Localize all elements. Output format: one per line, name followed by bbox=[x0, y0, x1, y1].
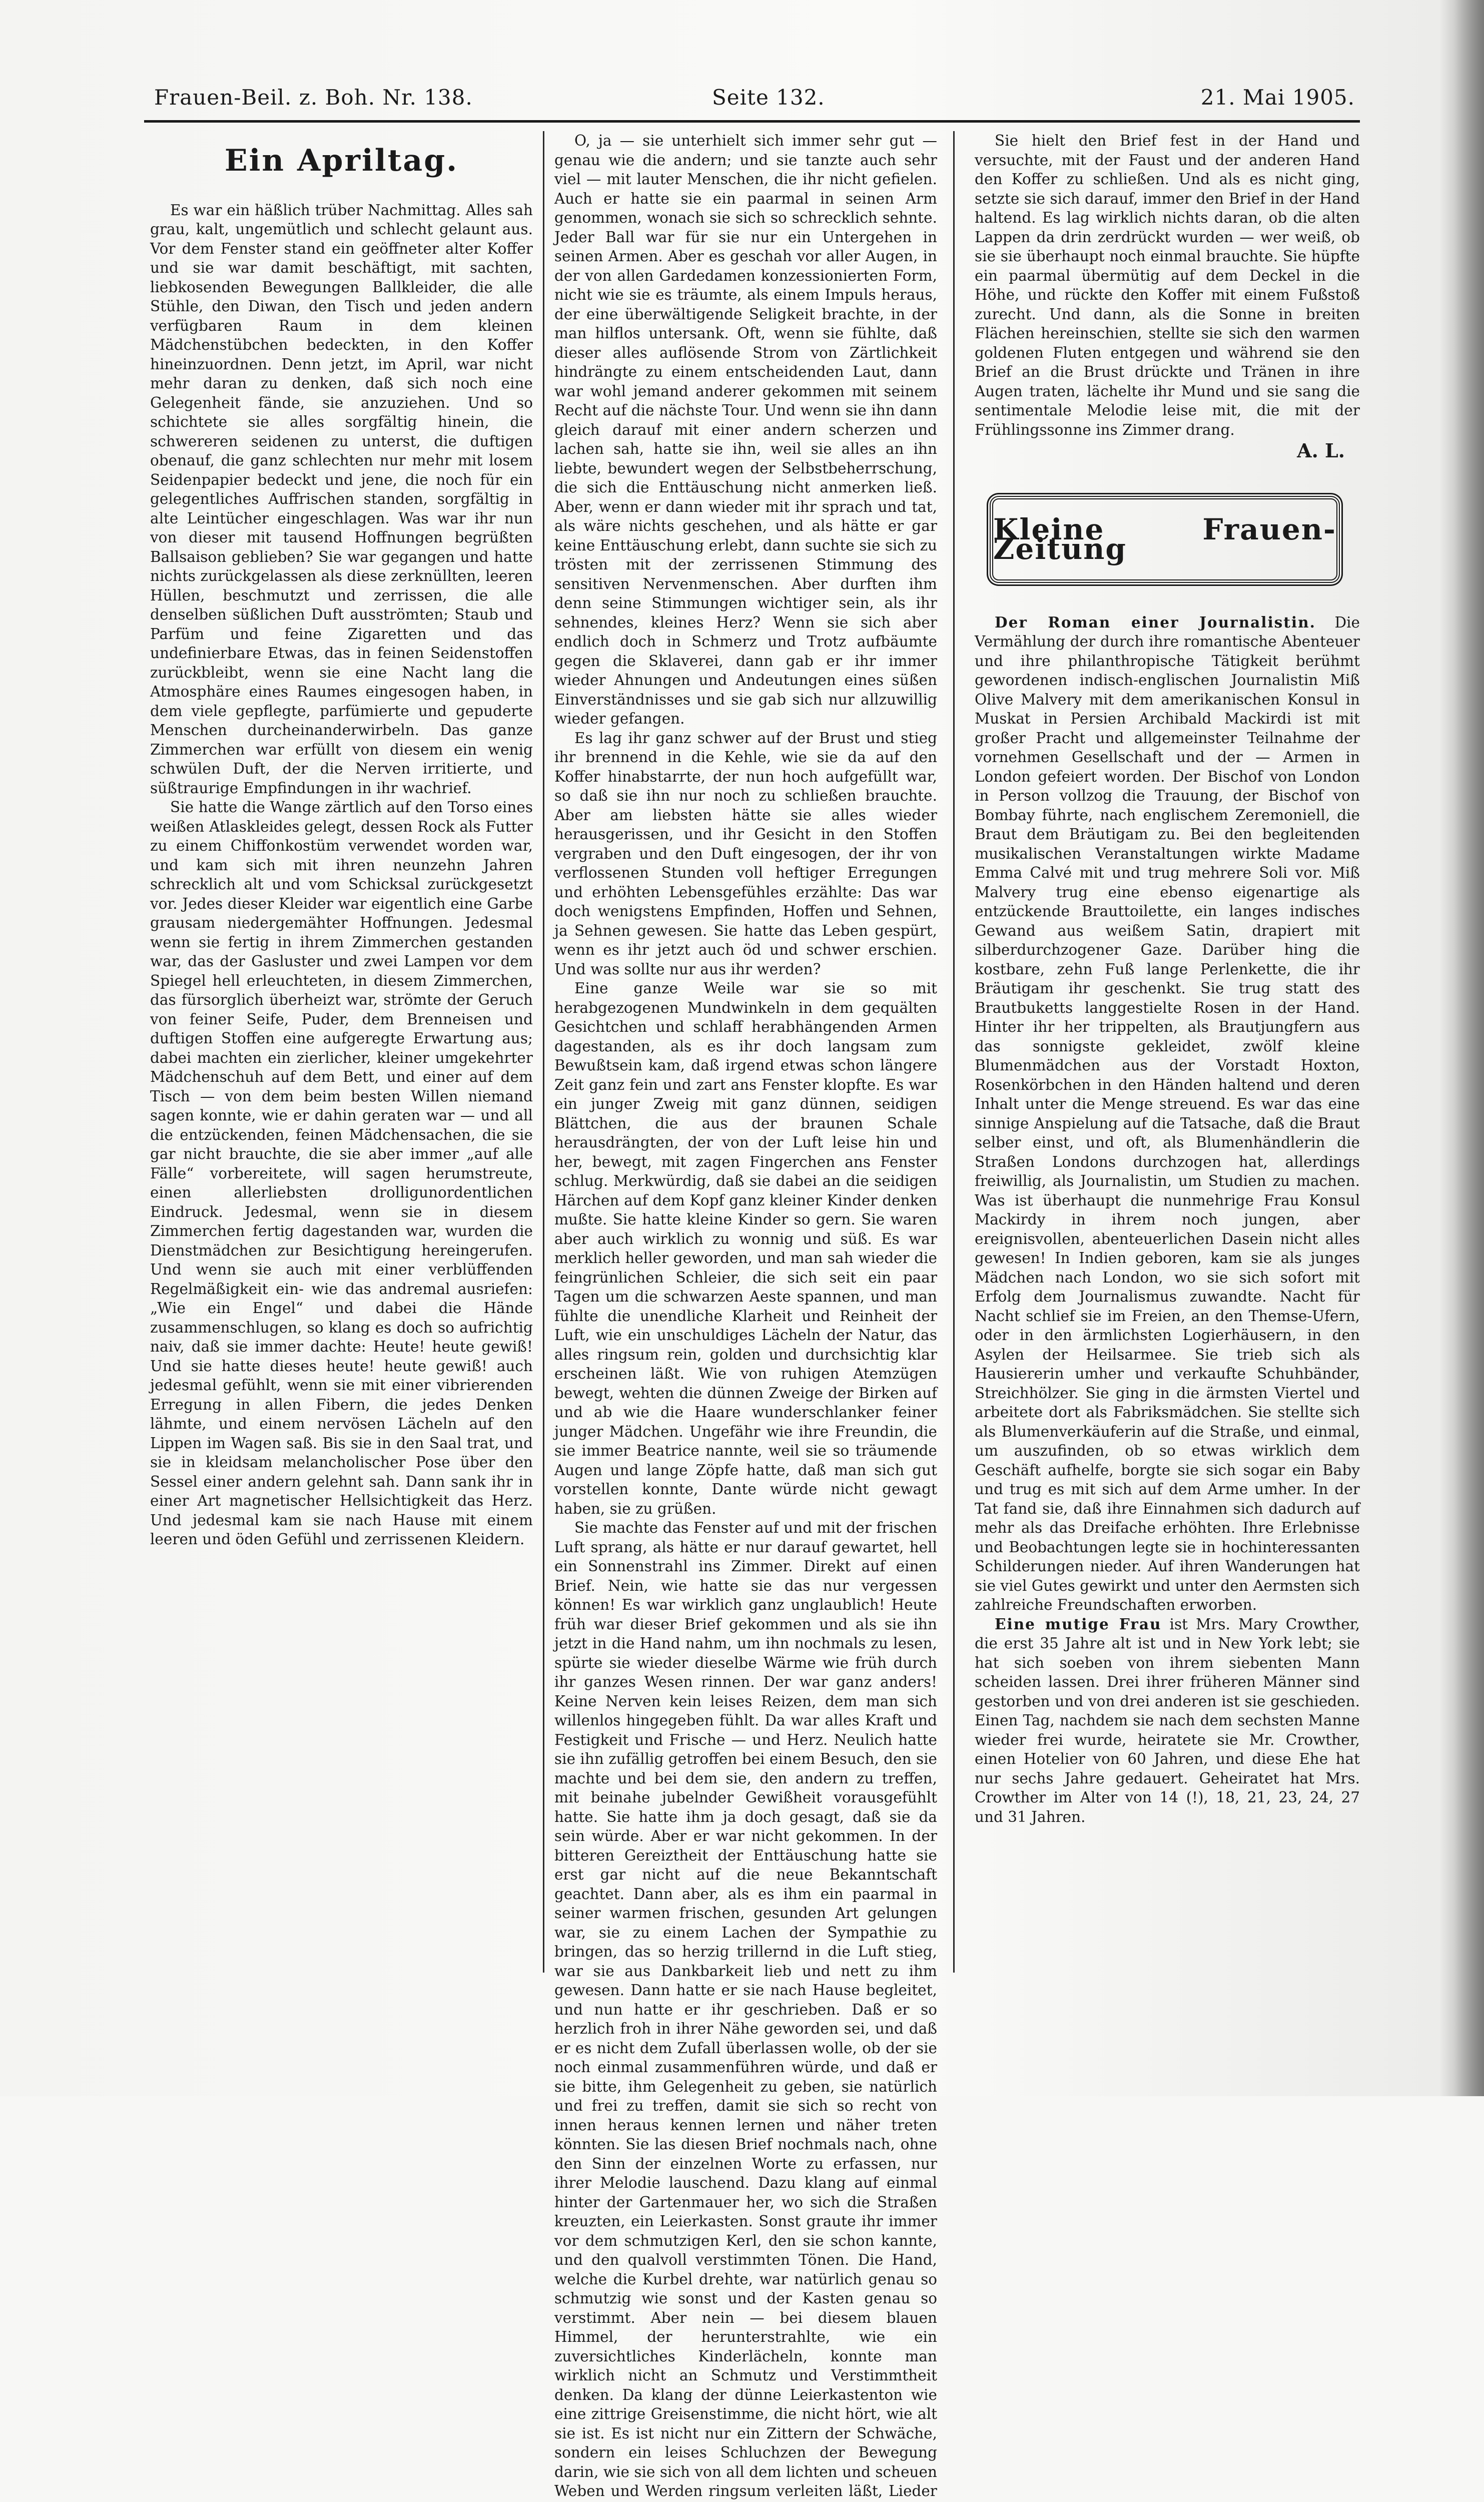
news-text: ist Mrs. Mary Crowther, die erst 35 Jahre alt ist und in New York lebt; sie hat sich soeben von ihrem siebenten Mann scheiden lassen. Drei ihrer früheren Männer sind gestorben und von drei anderen ist sie geschieden. Einen Tag, nachdem sie nach dem sechsten Manne wieder frei wurde, heiratete sie Mr. Crowther, einen Hotelier von 60 Jahren, und diese Ehe hat nur sechs Jahre gedauert. Geheiratet hat Mrs. Crowther im Alter von 14 (!), 18, 21, 23, 24, 27 und 31 Jahren. bbox=[975, 1615, 1360, 1825]
article-signature: A. L. bbox=[1297, 439, 1345, 462]
article-title: Ein Apriltag. bbox=[224, 143, 459, 178]
column-2 bbox=[554, 131, 937, 2499]
header-publication: Frauen-Beil. z. Boh. Nr. 138. bbox=[154, 85, 473, 110]
news-lead: Der Roman einer Journalistin. bbox=[995, 613, 1316, 631]
page-edge-shadow bbox=[1454, 0, 1484, 2096]
article-paragraph: Sie hielt den Brief fest in der Hand und versuchte, mit der Faust und der anderen Hand den Koffer zu schließen. Und als es nicht ging, setzte sie sich darauf, immer den Brief in der Hand haltend. Es lag wirklich nichts daran, ob die alten Lappen da drin zerdrückt wurden — wer weiß, ob sie sie überhaupt noch einmal brauchte. Sie hüpfte ein paarmal übermütig auf dem Deckel in die Höhe, und rückte den Koffer mit einem Fußstoß zurecht. Und dann, als die Sonne in breiten Flächen hereinschien, stellte sie sich den warmen goldenen Fluten entgegen und während sie den Brief an die Brust drückte und Tränen in ihre Augen traten, lächelte ihr Mund und sie sang die sentimentale Melodie leise mit, die mit der Frühlingssonne ins Zimmer drang. bbox=[975, 132, 1360, 438]
article-paragraph: Es lag ihr ganz schwer auf der Brust und stieg ihr brennend in die Kehle, wie sie da auf den Koffer hinabstarrte, der nun hoch aufgefüllt war, so daß sie ihn nur noch zu schließen brauchte. Aber am liebsten hätte sie alles wieder herausgerissen, und ihr Gesicht in den Stoffen vergraben und den Duft eingesogen, der ihr von verflossenen Stunden voll heftiger Erregungen und erhöhten Lebensgefühles erzählte: Das war doch wenigstens Empfinden, Hoffen und Sehnen, ja Sehnen gewesen. Sie hatte das Leben gespürt, wenn es ihr jetzt auch öd und schwer erschien. Und was sollte nur aus ihr werden? bbox=[554, 729, 937, 978]
column-rule-1 bbox=[543, 131, 544, 1973]
article-paragraph: Sie hatte die Wange zärtlich auf den Torso eines weißen Atlaskleides gelegt, dessen Rock als Futter zu einem Chiffonkostüm verwendet worden war, und kam sich mit ihren neunzehn Jahren schrecklich alt und vom Schicksal zurückgesetzt vor. Jedes dieser Kleider war eigentlich eine Garbe grausam niedergemähter Hoffnungen. Jedesmal wenn sie fertig in ihrem Zimmerchen gestanden war, das der Gasluster und zwei Lampen vor dem Spiegel hell erleuchteten, in diesem Zimmerchen, das fürsorglich überheizt war, strömte der Geruch von feiner Seife, Puder, dem Brenneisen und duftigen Stoffen eine aufgeregte Erwartung aus; dabei machten ein zierlicher, kleiner umgekehrter Mädchenschuh auf dem Bett, und einer auf dem Tisch — von dem beim besten Willen niemand sagen konnte, wie er dahin geraten war — und all die entzückenden, feinen Mädchensachen, die sie gar nicht brauchte, die sie aber immer „auf alle Fälle“ vorbereitete, will sagen herumstreute, einen allerliebsten drolligunordentlichen Eindruck. Jedesmal, wenn sie in diesem Zimmerchen fertig dagestanden war, wurden die Dienstmädchen zur Besichtigung hereingerufen. Und wenn sie auch mit einer verblüffenden Regelmäßigkeit ein- wie das andremal ausriefen: „Wie ein Engel“ und dabei die Hände zusammenschlugen, so klang es doch so aufrichtig naiv, daß sie immer dachte: Heute! heute gewiß! Und sie hatte dieses heute! heute gewiß! auch jedesmal gefühlt, wenn sie mit einer vibrierenden Erregung in allen Fibern, die jedes Denken lähmte, und einem nervösen Lächeln auf den Lippen im Wagen saß. Bis sie in den Saal trat, und sie in kleidsam melancholischer Pose über den Sessel einer andern gelehnt sah. Dann sank ihr in einer Art magnetischer Hellsichtigkeit das Herz. Und jedesmal kam sie nach Hause mit einem leeren und öden Gefühl und zerrissenen Kleidern. bbox=[150, 799, 533, 1548]
news-item bbox=[975, 613, 1360, 1615]
column-3 bbox=[975, 131, 1360, 1983]
news-text: Die Vermählung der durch ihre romantische Abenteuer und ihre philanthropische Tätigkeit berühmt gewordenen indisch-englischen Journalistin Miß Olive Malvery mit dem amerikanischen Konsul in Muskat in Persien Archibald Mackirdi ist mit großer Pracht und allgemeinster Teilnahme der vornehmen Gesellschaft und der — Armen in London gefeiert worden. Der Bischof von London in Person vollzog die Trauung, der Bischof von Bombay führte, nach englischem Zeremoniell, die Braut dem Bräutigam zu. Bei den begleitenden musikalischen Veranstaltungen wirkte Madame Emma Calvé mit und trug mehrere Soli vor. Miß Malvery trug eine ebenso eigenartige als entzückende Brauttoilette, ein langes indisches Gewand aus weißem Satin, drapiert mit silberdurchzogener Gaze. Darüber hing die kostbare, zehn Fuß lange Perlenkette, die ihr Bräutigam ihr geschenkt. Sie trug statt des Brautbuketts langgestielte Rosen in der Hand. Hinter ihr her trippelten, als Brautjungfern aus das sonnigste gekleidet, zwölf kleine Blumenmädchen aus der Vorstadt Hoxton, Rosenkörbchen in den Händen haltend und deren Inhalt unter die Menge streuend. Es war das eine sinnige Anspielung auf die Tatsache, daß die Braut selber einst, und oft, als Blumenhändlerin die Straßen Londons durchzogen hat, allerdings freiwillig, als Journalistin, um Studien zu machen. Was ist überhaupt die nunmehrige Frau Konsul Mackirdy in ihrem noch jungen, aber ereignisvollen, abenteuerlichen Dasein nicht alles gewesen! In Indien geboren, kam sie als junges Mädchen nach London, wo sie sich sofort mit Erfolg dem Journalismus zuwandte. Nacht für Nacht schlief sie im Freien, an den Themse-Ufern, oder in den ärmlichsten Logierhäusern, in den Asylen der Heilsarmee. Sie trieb sich als Hausiererin umher und verkaufte Schuhbänder, Streichhölzer. Sie ging in die ärmsten Viertel und arbeitete dort als Fabriksmädchen. Sie stellte sich als Blumenverkäuferin auf die Straße, und einmal, um auszufinden, ob so etwas wirklich dem Geschäft aufhelfe, borgte sie sich sogar ein Baby und trug es mit sich auf dem Arme umher. In der Tat fand sie, daß ihre Einnahmen sich dadurch auf mehr als das Dreifache erhöhten. Ihre Erlebnisse und Beobachtungen legte sie in hochinteressanten Schilderungen nieder. Auf ihren Wanderungen hat sie viel Gutes gewirkt und unter den Aermsten sich zahlreiche Freundschaften erworben. bbox=[975, 613, 1360, 1613]
header-page-number: Seite 132. bbox=[712, 85, 825, 110]
column-rule-2 bbox=[953, 131, 955, 1973]
section-title: Kleine Frauen-Zeitung bbox=[993, 512, 1336, 566]
column-1 bbox=[150, 131, 533, 1983]
article-paragraph: O, ja — sie unterhielt sich immer sehr gut — genau wie die andern; und sie tanzte auch sehr viel — mit lauter Menschen, die ihr nicht gefielen. Auch er hatte sie ein paarmal in seinen Arm genommen, wonach sie sich so schrecklich sehnte. Jeder Ball war für sie nur ein Untergehen in seinen Armen. Aber es geschah vor aller Augen, in der von allen Gardedamen konzessionierten Form, nicht wie sie es träumte, als einem Impuls heraus, der eine überwältigende Seligkeit brachte, in der man hilflos untersank. Oft, wenn sie fühlte, daß dieser alles auflösende Strom von Zärtlichkeit hindrängte zu einem entscheidenden Laut, dann war wohl jemand anderer gekommen mit seinem Recht auf die nächste Tour. Und wenn sie ihn dann gleich darauf mit einer andern scherzen und lachen sah, hatte sie ihn, weil sie alles an ihn liebte, bewundert wegen der Selbstbeherrschung, die sich die Enttäuschung nicht anmerken ließ. Aber, wenn er dann wieder mit ihr sprach und tat, als wäre nichts geschehen, und als hätte er gar keine Enttäuschung erlebt, dann suchte sie sich zu trösten mit der zerrissenen Stimmung des sensitiven Nervenmenschen. Aber durften ihm denn seine Stimmungen wichtiger sein, als ihr sehnendes, kleines Herz? Wenn sie sich aber endlich doch in Schmerz und Trotz aufbäumte gegen die Sklaverei, dann gab er ihr immer wieder Ahnungen und Andeutungen eines süßen Einverständnisses und sie gab sich nur allzuwillig wieder gefangen. bbox=[554, 132, 937, 727]
article-paragraph: Eine ganze Weile war sie so mit herabgezogenen Mundwinkeln in dem gequälten Gesichtchen und schlaff herabhängenden Armen dagestanden, als es ihr doch langsam zum Bewußtsein kam, daß irgend etwas schon längere Zeit ganz fein und zart ans Fenster klopfte. Es war ein junger Zweig mit ganz dünnen, seidigen Blättchen, die aus der braunen Schale herausdrängten, der von der Luft leise hin und her, bewegt, mit zagen Fingerchen ans Fenster schlug. Merkwürdig, daß sie dabei an die seidigen Härchen auf dem Kopf ganz kleiner Kinder denken mußte. Sie hatte kleine Kinder so gern. Sie waren aber auch wirklich zu wonnig und süß. Es war merklich heller geworden, und man sah wieder die feingrünlichen Schleier, die sich seit ein paar Tagen um die schwarzen Aeste spannen, und man fühlte die unendliche Klarheit und Reinheit der Luft, wie ein unschuldiges Lächeln der Natur, das alles ringsum rein, golden und durchsichtig klar erscheinen läßt. Wie von ruhigen Atemzügen bewegt, wehten die dünnen Zweige der Birken auf und ab wie die Haare wunderschlanker feiner junger Mädchen. Ungefähr wie ihre Freundin, die sie immer Beatrice nannte, weil sie so träumende Augen und lange Zöpfe hatte, daß man sich gut vorstellen konnte, Dante würde nicht gewagt haben, sie zu grüßen. bbox=[554, 980, 937, 1517]
article-paragraph: Es war ein häßlich trüber Nachmittag. Alles sah grau, kalt, ungemütlich und schlecht gelaunt aus. Vor dem Fenster stand ein geöffneter alter Koffer und sie war damit beschäftigt, mit sachten, liebkosenden Bewegungen Ballkleider, die alle Stühle, den Diwan, den Tisch und jeden andern verfügbaren Raum in dem kleinen Mädchenstübchen bedeckten, in den Koffer hineinzuordnen. Denn jetzt, im April, war nicht mehr daran zu denken, daß sich noch eine Gelegenheit fände, sie anzuziehen. Und so schichtete sie alles sorgfältig hinein, die schwereren seidenen zu unterst, die duftigen obenauf, die ganz schlechten nur mehr mit losem Seidenpapier bedeckt und jene, die noch für ein gelegentliches Auffrischen standen, sorgfältig in alte Leintücher eingeschlagen. Was war ihr nun von dieser mit tausend Hoffnungen begrüßten Ballsaison geblieben? Sie war gegangen und hatte nichts zurückgelassen als diese zerknüllten, leeren Hüllen, beschmutzt und zerrissen, die alle denselben süßlichen Duft ausströmten; Staub und Parfüm und feine Zigaretten und das undefinierbare Etwas, das in feinen Seidenstoffen zurückbleibt, wenn sie eine Nacht lang die Atmosphäre eines Raumes eingesogen haben, in dem viele gepflegte, parfümierte und gepuderte Menschen durcheinanderwirbeln. Das ganze Zimmerchen war erfüllt von diesem ein wenig schwülen Duft, der die Nerven irritierte, und süßtraurige Empfindungen in ihr wachrief. bbox=[150, 201, 533, 797]
page-header bbox=[144, 80, 1360, 120]
article-paragraph: Sie machte das Fenster auf und mit der frischen Luft sprang, als hätte er nur darauf gewartet, hell ein Sonnenstrahl ins Zimmer. Direkt auf einen Brief. Nein, wie hatte sie das nur vergessen können! Es war wirklich ganz unglaublich! Heute früh war dieser Brief gekommen und als sie ihn jetzt in die Hand nahm, um ihn nochmals zu lesen, spürte sie wieder dieselbe Wärme wie früh durch ihr ganzes Wesen rinnen. Der war ganz anders! Keine Nerven kein leises Reizen, dem man sich willenlos hingegeben fühlt. Da war alles Kraft und Festigkeit und Frische — und Herz. Neulich hatte sie ihn zufällig getroffen bei einem Besuch, den sie machte und bei dem sie, den andern zu treffen, mit beinahe jubelnder Gewißheit vorausgefühlt hatte. Sie hatte ihm ja doch gesagt, daß sie da sein würde. Aber er war nicht gekommen. In der bitteren Gereiztheit der Enttäuschung hatte sie erst gar nicht auf die neue Bekanntschaft geachtet. Dann aber, als es ihm ein paarmal in seiner warmen frischen, gesunden Art gelungen war, sie zu einem Lachen der Sympathie zu bringen, das so herzig trillernd in die Luft stieg, war sie aus Dankbarkeit lieb und nett zu ihm gewesen. Dann hatte er sie nach Hause begleitet, und nun hatte er ihr geschrieben. Daß er so herzlich froh in ihrer Nähe geworden sei, und daß er es nicht dem Zufall überlassen wolle, ob der sie noch einmal zusammenführen würde, und daß er sie bitte, ihm Gelegenheit zu geben, sie natürlich und frei zu treffen, damit sie sich so recht von innen heraus kennen lernen und näher treten könnten. Sie las diesen Brief nochmals nach, ohne den Sinn der einzelnen Worte zu erfassen, nur ihrer Melodie lauschend. Dazu klang auf einmal hinter der Gartenmauer her, wo sich die Straßen kreuzten, ein Leierkasten. Sonst graute ihr immer vor dem schmutzigen Kerl, den sie schon kannte, und den qualvoll verstimmten Tönen. Die Hand, welche die Kurbel drehte, war natürlich genau so schmutzig wie sonst und der Kasten genau so verstimmt. Aber nein — bei diesem blauen Himmel, der herunterstrahlte, wie ein zuversichtliches Kinderlächeln, konnte man wirklich nicht an Schmutz und Verstimmtheit denken. Da klang der dünne Leierkastenton wie eine zittrige Greisenstimme, die nicht hört, wie alt sie ist. Es ist nicht nur ein Zittern der Schwäche, sondern ein leises Schluchzen der Bewegung darin, wie sie sich von all dem lichten und scheuen Weben und Werden ringsum verleiten läßt, Lieder bbox=[554, 1519, 937, 2499]
header-rule bbox=[144, 120, 1360, 123]
section-title-box bbox=[990, 496, 1340, 583]
news-lead: Eine mutige Frau bbox=[995, 1615, 1162, 1633]
header-date: 21. Mai 1905. bbox=[1200, 85, 1355, 110]
news-item bbox=[975, 1615, 1360, 1827]
